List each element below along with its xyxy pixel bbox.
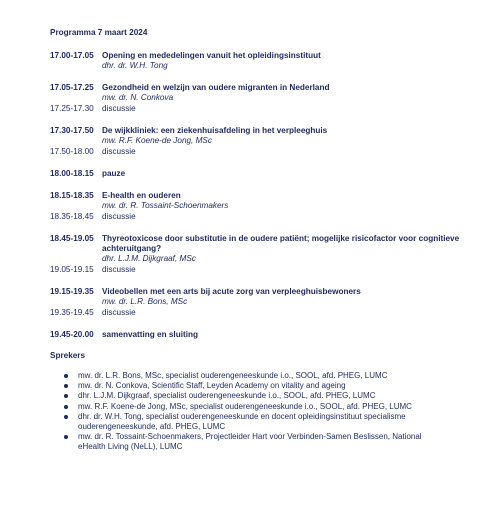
entry-title: De wijkkliniek: een ziekenhuisafdeling in het verpleeghuis xyxy=(102,126,328,135)
program-row xyxy=(50,83,470,103)
discussion-row xyxy=(50,104,470,114)
speaker-item xyxy=(50,412,430,432)
entry-content xyxy=(102,169,470,179)
discussion-row xyxy=(50,265,470,275)
discussion-label: discussie xyxy=(102,212,136,221)
discussion-time: 18.35-18.45 xyxy=(50,212,94,221)
program-title: Programma 7 maart 2024 xyxy=(50,28,148,37)
program-section xyxy=(50,28,470,352)
entry-title: E-health en ouderen xyxy=(102,191,181,200)
speaker-text: mw. dr. N. Conkova, Scientific Staff, Leyden Academy on vitality and ageing xyxy=(78,381,346,391)
program-entry xyxy=(50,191,470,222)
discussion-row xyxy=(50,147,470,157)
speaker-text: dhr. L.J.M. Dijkgraaf, specialist ouderengeneeskunde i.o., SOOL, afd. PHEG, LUMC xyxy=(78,391,376,401)
speaker-item xyxy=(50,432,430,452)
entry-speaker: dhr. dr. W.H. Tong xyxy=(102,61,168,70)
program-row xyxy=(50,126,470,146)
discussion-label: discussie xyxy=(102,265,136,274)
program-row xyxy=(50,51,470,71)
entry-speaker: mw. dr. N. Conkova xyxy=(102,93,174,102)
entry-time: 17.30-17.50 xyxy=(50,126,94,135)
program-row xyxy=(50,330,470,340)
speaker-text: mw. dr. L.R. Bons, MSc, specialist ouderengeneeskunde i.o., SOOL, afd. PHEG, LUMC xyxy=(78,371,388,380)
program-row xyxy=(50,169,470,179)
entry-time: 18.15-18.35 xyxy=(50,191,94,200)
discussion-row xyxy=(50,308,470,318)
bullet-icon xyxy=(64,384,68,388)
entry-title: Videobellen met een arts bij acute zorg van verpleeghuisbewoners xyxy=(102,287,361,296)
entry-speaker: mw. dr. L.R. Bons, MSc xyxy=(102,297,188,306)
program-entry xyxy=(50,51,470,71)
program-entry xyxy=(50,126,470,157)
entry-title: Opening en mededelingen vanuit het opleidingsinstituut xyxy=(102,51,321,60)
program-row xyxy=(50,191,470,211)
speaker-text: mw. dr. R. Tossaint-Schoenmakers, Projectleider Hart voor Verbinden-Samen Beslissen, National eHealth Living (NeLL), LUMC xyxy=(78,432,422,452)
speaker-item xyxy=(50,381,430,391)
entry-time: 19.45-20.00 xyxy=(50,330,94,339)
entry-speaker: mw. dr. R. Tossaint-Schoenmakers xyxy=(102,201,229,210)
program-row xyxy=(50,234,470,264)
entry-speaker: dhr. L.J.M. Dijkgraaf, MSc xyxy=(102,254,196,263)
entry-time: 19.15-19.35 xyxy=(50,287,94,296)
discussion-time: 17.50-18.00 xyxy=(50,147,94,156)
discussion-label: discussie xyxy=(102,308,136,317)
bullet-icon xyxy=(64,405,68,409)
entry-time: 17.00-17.05 xyxy=(50,51,94,60)
discussion-label: discussie xyxy=(102,147,136,156)
program-entry xyxy=(50,83,470,114)
entry-content xyxy=(102,83,470,103)
entry-content xyxy=(102,287,470,307)
entry-time: 18.45-19.05 xyxy=(50,234,94,243)
speaker-item xyxy=(50,402,430,412)
discussion-time: 19.35-19.45 xyxy=(50,308,94,317)
discussion-row xyxy=(50,212,470,222)
entry-content xyxy=(102,234,470,264)
bullet-icon xyxy=(64,415,68,419)
speaker-item xyxy=(50,391,430,401)
program-entry xyxy=(50,169,470,179)
entry-time: 17.05-17.25 xyxy=(50,83,94,92)
discussion-time: 19.05-19.15 xyxy=(50,265,94,274)
entry-title: samenvatting en sluiting xyxy=(102,330,198,339)
entry-content xyxy=(102,330,470,340)
bullet-icon xyxy=(64,435,68,439)
entry-speaker: mw. R.F. Koene-de Jong, MSc xyxy=(102,136,212,145)
speakers-list xyxy=(50,371,430,453)
speaker-text: mw. R.F. Koene-de Jong, MSc, specialist ouderengeneeskunde i.o., SOOL, afd. PHEG, LUMC xyxy=(78,401,412,411)
program-list xyxy=(50,51,470,340)
entry-content xyxy=(102,51,470,71)
entry-title: Gezondheid en welzijn van oudere migranten in Nederland xyxy=(102,83,330,92)
bullet-icon xyxy=(64,374,68,378)
program-entry xyxy=(50,330,470,340)
discussion-time: 17.25-17.30 xyxy=(50,104,94,113)
bullet-icon xyxy=(64,394,68,398)
speakers-title: Sprekers xyxy=(50,351,86,360)
speaker-item xyxy=(50,371,430,381)
program-row xyxy=(50,287,470,307)
program-entry xyxy=(50,287,470,318)
entry-content xyxy=(102,191,470,211)
entry-title: Thyreotoxicose door substitutie in de oudere patiënt; mogelijke risicofactor voor cognitieve achteruitgang? xyxy=(102,234,460,253)
entry-title: pauze xyxy=(102,169,126,178)
entry-time: 18.00-18.15 xyxy=(50,169,94,178)
program-entry xyxy=(50,234,470,275)
speaker-text: dhr. dr. W.H. Tong, specialist ouderengeneeskunde en docent opleidingsinstituut specialisme ouderengeneeskunde, afd. PHEG, LUMC xyxy=(78,411,406,432)
discussion-label: discussie xyxy=(102,104,136,113)
entry-content xyxy=(102,126,470,146)
